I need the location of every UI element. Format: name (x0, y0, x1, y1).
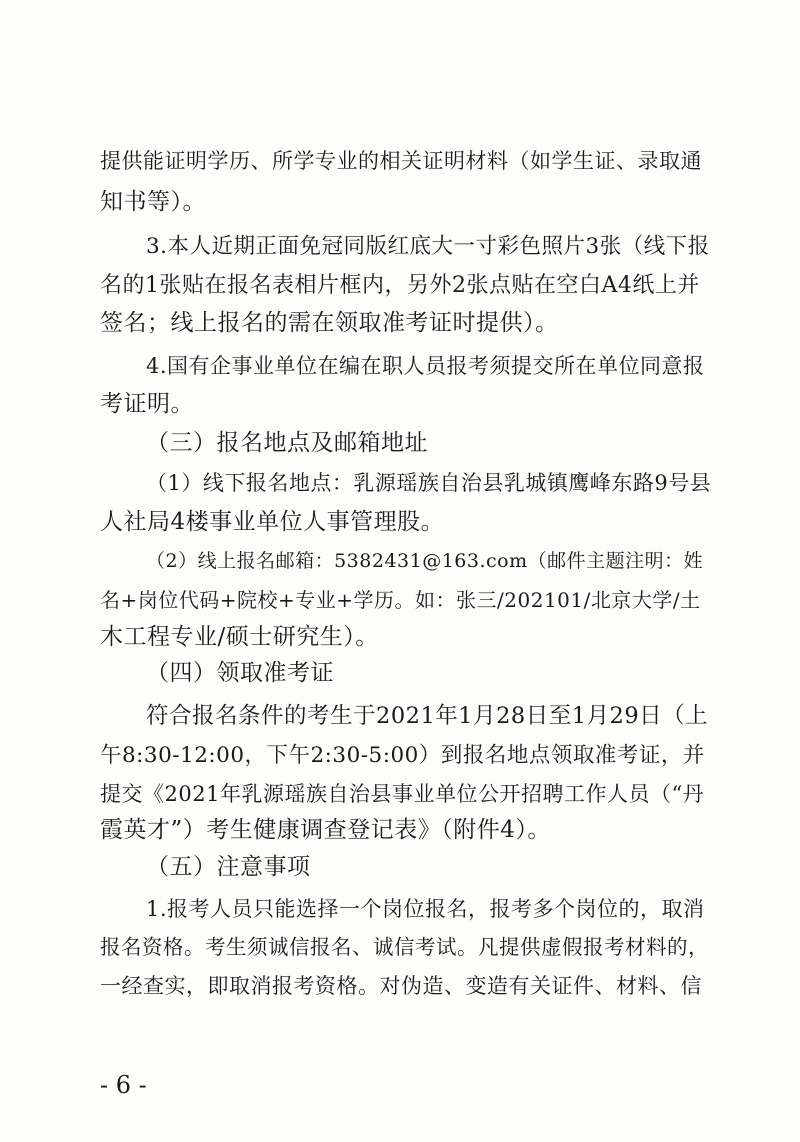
text-line: 名+岗位代码+院校+专业+学历。如：张三/202101/北京大学/土 (100, 588, 701, 612)
text-line: 名的1张贴在报名表相片框内，另外2张点贴在空白A4纸上并 (100, 273, 700, 298)
text-line: 一经查实，即取消报考资格。对伪造、变造有关证件、材料、信 (100, 974, 702, 998)
text-line: 考证明。 (100, 391, 194, 417)
text-line: 3.本人近期正面免冠同版红底大一寸彩色照片3张（线下报 (146, 234, 710, 259)
text-line: 霞英才”）考生健康调查登记表》（附件4）。 (100, 817, 551, 843)
text-line: （2）线上报名邮箱：5382431@163.com（邮件主题注明：姓 (146, 550, 704, 572)
text-line: 提供能证明学历、所学专业的相关证明材料（如学生证、录取通 (100, 149, 702, 173)
text-line: 提交《2021年乳源瑶族自治县事业单位公开招聘工作人员（“丹 (100, 782, 705, 806)
text-line: （1）线下报名地点：乳源瑶族自治县乳城镇鹰峰东路9号县 (146, 471, 712, 495)
text-line: 午8:30-12:00，下午2:30-5:00）到报名地点领取准考证，并 (100, 743, 705, 768)
text-line: 知书等）。 (100, 189, 206, 215)
page-number: - 6 - (100, 1071, 147, 1099)
text-line: 签名；线上报名的需在领取准考证时提供）。 (100, 310, 559, 336)
section-heading: （五）注意事项 (146, 854, 311, 880)
text-line: 1.报考人员只能选择一个岗位报名，报考多个岗位的，取消 (146, 897, 705, 921)
section-heading: （三）报名地点及邮箱地址 (146, 430, 428, 456)
text-line: 木工程专业/硕士研究生）。 (100, 624, 379, 650)
text-line: 人社局4楼事业单位人事管理股。 (100, 509, 445, 535)
text-line: 4.国有企事业单位在编在职人员报考须提交所在单位同意报 (146, 354, 705, 378)
text-line: 符合报名条件的考生于2021年1月28日至1月29日（上 (146, 703, 709, 729)
section-heading: （四）领取准考证 (146, 660, 334, 686)
text-line: 报名资格。考生须诚信报名、诚信考试。凡提供虚假报考材料的， (100, 935, 709, 959)
